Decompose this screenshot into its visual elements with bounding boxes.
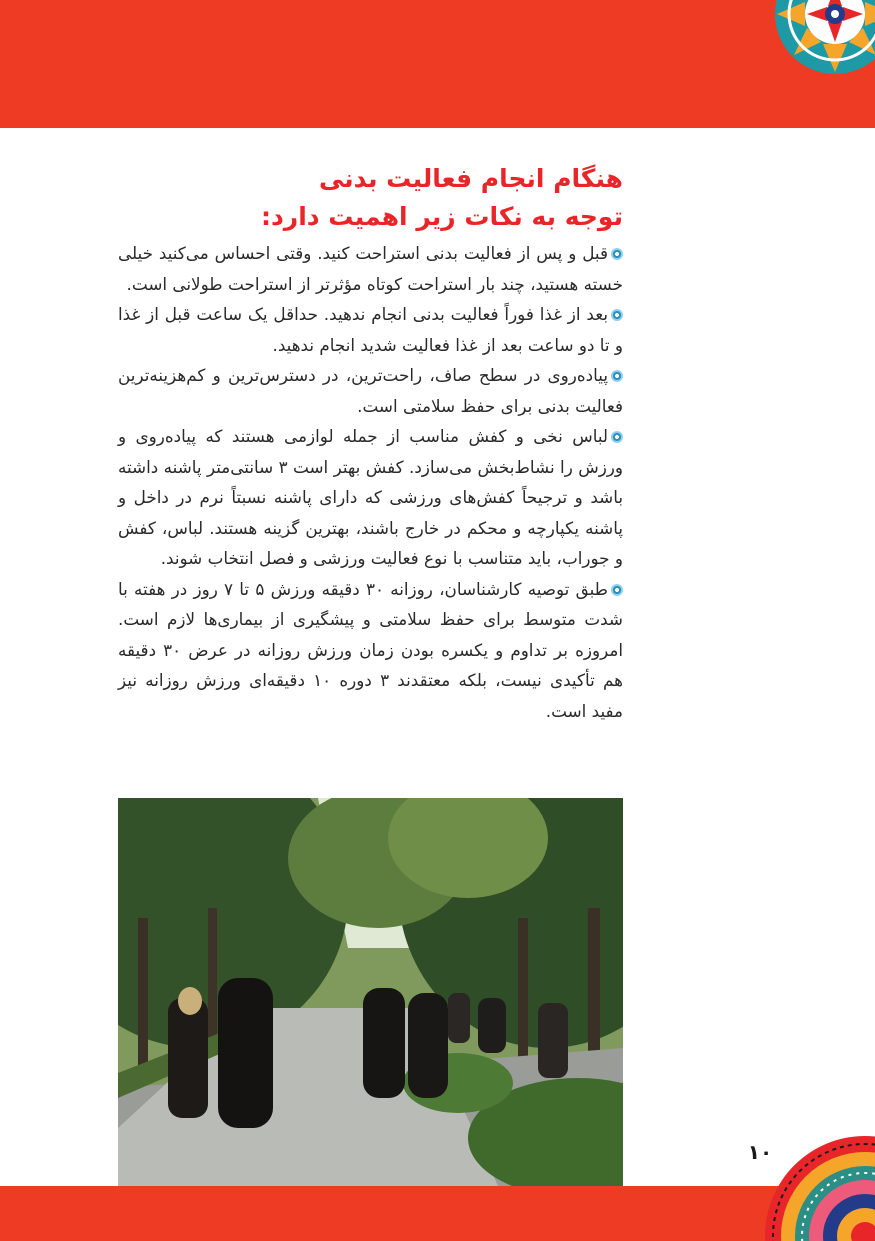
rosette-bullet-icon xyxy=(611,370,623,382)
rosette-bullet-icon xyxy=(611,584,623,596)
list-item xyxy=(118,574,623,727)
paragraph-text: قبل و پس از فعالیت بدنی استراحت کنید. وقتی احساس می‌کنید خیلی خسته هستید، چند بار استراحت کوتاه مؤثرتر از استراحت طولانی است. xyxy=(118,243,623,294)
rosette-bullet-icon xyxy=(611,309,623,321)
mandala-ornament-icon xyxy=(755,1120,875,1241)
list-item xyxy=(118,360,623,421)
islamic-star-ornament-icon xyxy=(745,0,875,115)
top-header-band xyxy=(0,0,875,128)
park-walkers-photo xyxy=(118,798,623,1186)
body-text xyxy=(118,238,623,726)
list-item xyxy=(118,238,623,299)
heading-line-2: توجه به نکات زیر اهمیت دارد: xyxy=(260,202,623,231)
rosette-bullet-icon xyxy=(611,248,623,260)
rosette-bullet-icon xyxy=(611,431,623,443)
bottom-footer-band xyxy=(0,1186,875,1241)
list-item xyxy=(118,299,623,360)
paragraph-text: طبق توصیه کارشناسان، روزانه ۳۰ دقیقه ورزش ۵ تا ۷ روز در هفته با شدت متوسط برای حفظ سلامتی و پیشگیری از بیماری‌ها لازم است. امروزه بر تداوم و یکسره بودن زمان ورزش روزانه در عرض ۳۰ دقیقه هم تأکیدی نیست، بلکه معتقدند ۳ دوره ۱۰ دقیقه‌ای ورزش روزانه نیز مفید است. xyxy=(118,578,623,721)
paragraph-text: لباس نخی و کفش مناسب از جمله لوازمی هستند که پیاده‌روی و ورزش را نشاط‌بخش می‌سازد. کفش بهتر است ۳ سانتی‌متر پاشنه داشته باشد و ترجیحاً کفش‌های ورزشی که دارای پاشنه نسبتاً نرم در داخل و پاشنه یکپارچه و محکم در خارج باشند، بهترین گزینه هستند. لباس، کفش و جوراب، باید متناسب با نوع فعالیت ورزشی و فصل انتخاب شوند. xyxy=(118,426,624,568)
paragraph-text: بعد از غذا فوراً فعالیت بدنی انجام ندهید. حداقل یک ساعت قبل از غذا و تا دو ساعت بعد از غذا فعالیت شدید انجام ندهید. xyxy=(118,304,623,355)
paragraph-text: پیاده‌روی در سطح صاف، راحت‌ترین، در دسترس‌ترین و کم‌هزینه‌ترین فعالیت بدنی برای حفظ سلامتی است. xyxy=(118,365,623,416)
heading-line-1: هنگام انجام فعالیت بدنی xyxy=(318,164,623,193)
page-number: ۱۰ xyxy=(747,1140,773,1164)
list-item xyxy=(118,421,623,574)
